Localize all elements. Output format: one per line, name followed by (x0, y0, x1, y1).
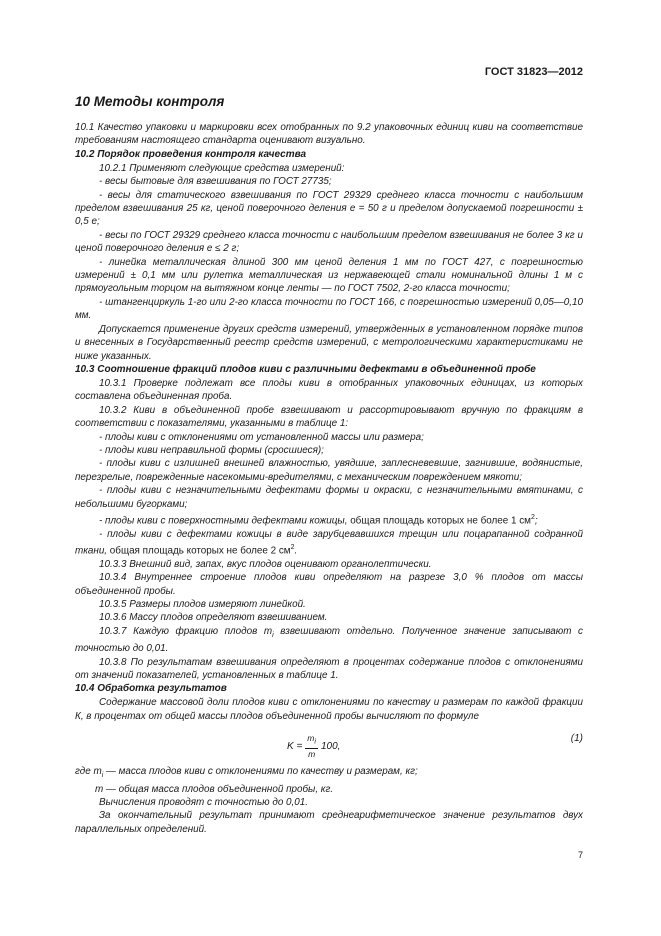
page-number: 7 (577, 850, 583, 860)
formula-num-sub: i (314, 738, 316, 746)
fraction-5-text: - плоды киви с поверхностными дефектами кожицы, (99, 515, 351, 527)
formula-number: (1) (570, 733, 583, 745)
paragraph-calc: Вычисления проводят с точностью до 0,01. (99, 797, 309, 808)
superscript-2: 2 (290, 544, 295, 552)
paragraph-10-3-5: 10.3.5 Размеры плодов измеряют линейкой. (99, 599, 306, 610)
page-content (75, 94, 583, 836)
paragraph-10-3-3: 10.3.3 Внешний вид, запах, вкус плодов оценивают органолептически. (99, 558, 432, 570)
paragraph-10-3-4: 10.3.4 Внутреннее строение плодов киви определяют на разрезе 3,0 % плодов от массы объединенной пробы. (75, 572, 583, 597)
paragraph-10-3-7 (75, 625, 583, 656)
paragraph-10-3-7-start: 10.3.7 Каждую фракцию плодов m (99, 625, 273, 637)
paragraph-10-1: 10.1 Качество упаковки и маркировки всех отобранных по 9.2 упаковочных единиц киви на соответствие требованиям настоящего стандарта оценивают визуально. (75, 122, 583, 147)
paragraph-10-3-7-end: взвешивают отдельно. Полученное значение записывают с точностью до 0,01. (75, 625, 583, 655)
where-1 (75, 765, 583, 782)
period: . (294, 545, 298, 557)
paragraph-10-3-1: 10.3.1 Проверке подлежат все плоды киви в отобранных упаковочных единицах, из которых составлена объединенная проба. (75, 377, 583, 403)
list-item: - плоды киви с незначительными дефектами формы и окраски, с незначительными вмятинами, с небольшими бугорками; (75, 485, 583, 510)
subsection-10-3: 10.3 Соотношение фракций плодов киви с различными дефектами в объединенной пробе (75, 363, 536, 375)
paragraph-10-4: Содержание массовой доли плодов киви с отклонениями по качеству и размерам по каждой фракции К, в процентах от общей массы плодов объединенной пробы вычисляют по формуле (75, 697, 583, 722)
where-1-start: где m (75, 766, 102, 778)
superscript-2: 2 (530, 513, 535, 521)
list-item: - плоды киви неправильной формы (сросшиеся); (99, 444, 324, 456)
list-item: - весы по ГОСТ 29329 среднего класса точности с наибольшим пределом взвешивания не более 3 кг и ценой поверочного деления е ≤ 2 г; (75, 229, 583, 255)
formula-expression (287, 733, 340, 759)
list-item (75, 511, 583, 528)
paragraph-10-2-1: 10.2.1 Применяют следующие средства измерений: (99, 162, 345, 174)
list-item (75, 528, 583, 558)
paragraph-10-3-8: 10.3.8 По результатам взвешивания определяют в процентах содержание плодов с отклонениями от значений показателей, установленных в таблице 1. (75, 656, 583, 681)
formula-denominator: m (308, 748, 316, 759)
formula-fraction (305, 733, 318, 759)
section-title: 10 Методы контроля (75, 94, 225, 109)
list-item: - плоды киви с отклонениями от установленной массы или размера; (99, 431, 424, 443)
where-1-end: — масса плодов киви с отклонениями по качеству и размерам, кг; (103, 766, 418, 778)
list-item: - штангенциркуль 1-го или 2-го класса точности по ГОСТ 166, с погрешностью измерений 0,05—0,10 мм. (75, 296, 583, 322)
subsection-10-4: 10.4 Обработка результатов (75, 683, 227, 695)
list-item: - линейка металлическая длиной 300 мм ценой деления 1 мм по ГОСТ 427, с погрешностью измерений ± 0,1 мм или рулетка металлическая из нержавеющей стали номинальной длины 1 м с прямоугольным торцом на вытяжном конце ленты — по ГОСТ 7502, 2-го класса точности; (75, 256, 583, 295)
formula-numerator (305, 733, 318, 749)
subscript-i: i (272, 631, 274, 639)
semicolon: ; (534, 515, 538, 527)
list-item: - весы бытовые для взвешивания по ГОСТ 27735; (99, 176, 332, 188)
subsection-10-2: 10.2 Порядок проведения контроля качества (75, 148, 307, 160)
paragraph-10-3-6: 10.3.6 Массу плодов определяют взвешиванием. (99, 612, 328, 624)
formula-1 (75, 729, 583, 759)
where-2: m — общая масса плодов объединенной пробы, кг. (95, 783, 334, 795)
fraction-6-text: - плоды киви с дефектами кожицы в виде зарубцевавшихся трещин или поцарапанной содранной ткани, (75, 528, 583, 557)
paragraph-final: За окончательный результат принимают среднеарифметическое значение результатов двух параллельных определений. (75, 810, 583, 835)
list-item: - плоды киви с излишней внешней влажностью, увядшие, заплесневевшие, загнившие, водянистые, перезрелые, поврежденные насекомыми-вредителями, с механическим повреждением мякоти; (75, 458, 583, 483)
fraction-6-area: общая площадь которых не более 2 см (109, 545, 291, 557)
paragraph-10-3-2: 10.3.2 Киви в объединенной пробе взвешивают и рассортировывают вручную по фракциям в соответствии с показателями, указанными в таблице 1: (75, 404, 583, 430)
list-item: - весы для статического взвешивания по ГОСТ 29329 среднего класса точности с наибольшим пределом взвешивания 25 кг, ценой поверочного деления е = 50 г и пределом допускаемой погрешности ± 0,5 е; (75, 189, 583, 228)
formula-num-m: m (307, 733, 315, 744)
paragraph-allowed: Допускается применение других средств измерений, утвержденных в установленном порядке типов и внесенных в Государственный реестр средств измерений, с метрологическими характеристиками не ниже указанных. (75, 323, 583, 362)
formula-rhs: 100, (320, 740, 341, 752)
subscript-i: i (101, 772, 104, 780)
document-header: ГОСТ 31823—2012 (484, 66, 583, 78)
formula-lhs: K = (287, 740, 303, 752)
fraction-5-area: общая площадь которых не более 1 см (350, 515, 531, 527)
